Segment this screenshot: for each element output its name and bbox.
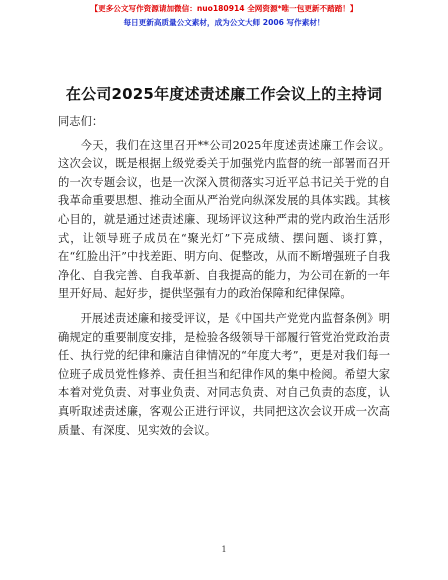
promo-banner-line-2: 每日更新高质量公文素材，成为公文大师 2006 写作素材！ — [123, 18, 325, 27]
promo-banner-line-1: 【更多公文写作资源请加微信：nuo180914 全网资源*唯一包更新不踏踏！】 — [90, 4, 358, 13]
greeting: 同志们： — [58, 115, 104, 128]
paragraph-1: 今天，我们在这里召开**公司2025年度述责述廉工作会议。这次会议，既是根据上级党委关于加强党内监督的统一部署而召开的一次专题会议，也是一次深入贯彻落实习近平总书记关于党的自我革命重要思想、推动全面从严治党向纵深发展的具体实践。其核心目的，就是通过述责述廉、现场评议这种严肃的党内政治生活形式，让领导班子成员在“聚光灯”下亮成绩、摆问题、谈打算，在“红脸出汗”中找差距、明方向、促整改，从而不断增强班子自我净化、自我完善、自我革新、自我提高的能力，为公司在新的一年里开好局、起好步，提供坚强有力的政治保障和纪律保障。 — [58, 138, 390, 301]
paragraph-2: 开展述责述廉和接受评议，是《中国共产党党内监督条例》明确规定的重要制度安排，是检验各级领导干部履行管党治党政治责任、执行党的纪律和廉洁自律情况的“年度大考”，更是对我们每一位班子成员党性修养、责任担当和纪律作风的集中检阅。希望大家本着对党负责、对事业负责、对同志负责、对自己负责的态度，认真听取述责述廉，客观公正进行评议，共同把这次会议开成一次高质量、有深度、见实效的会议。 — [58, 311, 390, 437]
document-title: 在公司2025年度述责述廉工作会议上的主持词 — [65, 85, 383, 103]
promo-banner — [0, 2, 448, 30]
page-number: 1 — [221, 545, 227, 554]
document-body — [58, 113, 390, 446]
